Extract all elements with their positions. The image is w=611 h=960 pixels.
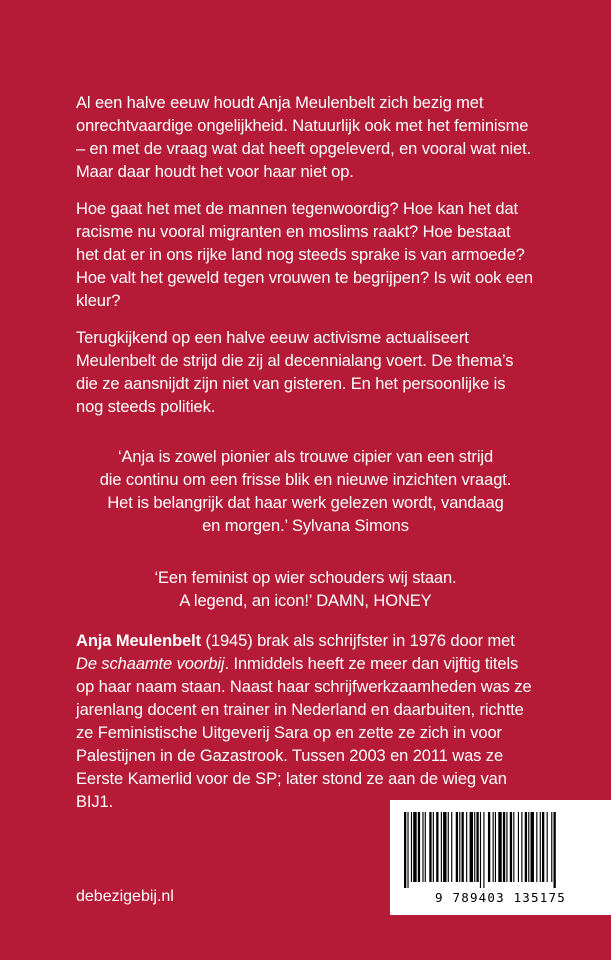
- barcode-bar: [495, 812, 496, 882]
- author-bio: [76, 630, 536, 814]
- barcode-bar: [498, 812, 501, 882]
- barcode-bar: [540, 812, 541, 882]
- barcode-bar: [493, 812, 494, 882]
- barcode-bar: [506, 812, 507, 882]
- barcode-bar: [513, 812, 514, 882]
- barcode-bar: [443, 812, 446, 882]
- quote-line: en morgen.’ Sylvana Simons: [202, 517, 409, 535]
- barcode-bar: [433, 812, 434, 882]
- barcode-bar: [425, 812, 426, 882]
- barcode-bar: [554, 812, 556, 888]
- quote-line: A legend, an icon!’ DAMN, HONEY: [179, 592, 432, 610]
- barcode-bar: [542, 812, 544, 882]
- blurb: [76, 92, 536, 433]
- barcode-bar: [413, 812, 416, 882]
- barcode-bar: [521, 812, 522, 882]
- barcode-bar: [404, 812, 406, 888]
- barcode-bar: [488, 812, 490, 882]
- barcode-bar: [480, 812, 481, 888]
- barcode-bar: [470, 812, 473, 882]
- barcode-bar: [448, 812, 449, 882]
- barcode-bar: [422, 812, 423, 882]
- barcode-bar: [547, 812, 548, 882]
- blurb-paragraph-2: Hoe gaat het met de mannen tegenwoordig? Hoe kan het dat racisme nu vooral migranten en moslims raakt? Hoe bestaat het dat er in ons rijke land nog steeds sprake is van armoede? Hoe valt het geweld tegen vrouwen te begrijpen? Is wit ook een kleur?: [76, 200, 534, 310]
- quote-line: ‘Een feminist op wier schouders wij staan.: [154, 569, 457, 587]
- barcode-bar: [407, 812, 408, 888]
- barcode-bar: [474, 812, 475, 882]
- blurb-paragraph-1: Al een halve eeuw houdt Anja Meulenbelt zich bezig met onrechtvaardige ongelijkheid. Natuurlijk ook met het feminisme – en met de vraag wat dat heeft opgeleverd, en vooral wat niet. Maar daar houdt het voor haar niet op.: [76, 94, 532, 181]
- barcode-bar: [418, 812, 420, 882]
- publisher-website: debezigebij.nl: [76, 888, 174, 905]
- barcode-bar: [483, 812, 484, 888]
- barcode-bars: [402, 812, 599, 888]
- barcode-bar: [536, 812, 537, 882]
- barcode-bar: [462, 812, 464, 882]
- bio-text-1: (1945) brak als schrijfster in 1976 door met: [201, 632, 515, 650]
- barcode-bar: [451, 812, 452, 882]
- barcode-bar: [436, 812, 438, 882]
- book-title: De schaamte voorbij: [76, 655, 225, 673]
- quote-damn-honey: [40, 567, 571, 613]
- author-name: Anja Meulenbelt: [76, 632, 202, 650]
- barcode-number: 9 789403 135175: [435, 890, 566, 905]
- quote-sylvana-simons: [40, 446, 571, 538]
- barcode-bar: [528, 812, 529, 882]
- barcode-bar: [459, 812, 460, 882]
- quote-line: ‘Anja is zowel pionier als trouwe cipier van een strijd: [117, 448, 494, 466]
- barcode-bar: [518, 812, 519, 882]
- barcode-bar: [510, 812, 512, 882]
- blurb-paragraph-3: Terugkijkend op een halve eeuw activisme actualiseert Meulenbelt de strijd die zij al decennialang voert. De thema’s die ze aansnijdt zijn niet van gisteren. En het persoonlijke is nog steeds politiek.: [76, 329, 514, 416]
- barcode-bar: [441, 812, 442, 882]
- quote-line: die continu om een frisse blik en nieuwe inzichten vraagt.: [99, 471, 512, 489]
- barcode-bar: [429, 812, 431, 882]
- barcode: [390, 800, 611, 915]
- barcode-bar: [531, 812, 534, 882]
- barcode-bar: [525, 812, 527, 882]
- barcode-bar: [476, 812, 478, 882]
- barcode-bar: [411, 812, 412, 882]
- barcode-bar: [456, 812, 458, 882]
- barcode-bar: [466, 812, 467, 882]
- quote-line: Het is belangrijk dat haar werk gelezen wordt, vandaag: [107, 494, 504, 512]
- barcode-bar: [503, 812, 505, 882]
- barcode-bar: [551, 812, 552, 882]
- bio-text-2: . Inmiddels heeft ze meer dan vijftig titels op haar naam staan. Naast haar schrijfwerkzaamheden was ze jarenlang docent en trainer in Nederland en daarbuiten, richtte ze Feministische Uitgeverij Sara op en zette ze zich in voor Palestijnen in de Gazastrook. Tussen 2003 en 2011 was ze Eerste Kamerlid voor de SP; later stond ze aan de wieg van BIJ1.: [76, 655, 532, 811]
